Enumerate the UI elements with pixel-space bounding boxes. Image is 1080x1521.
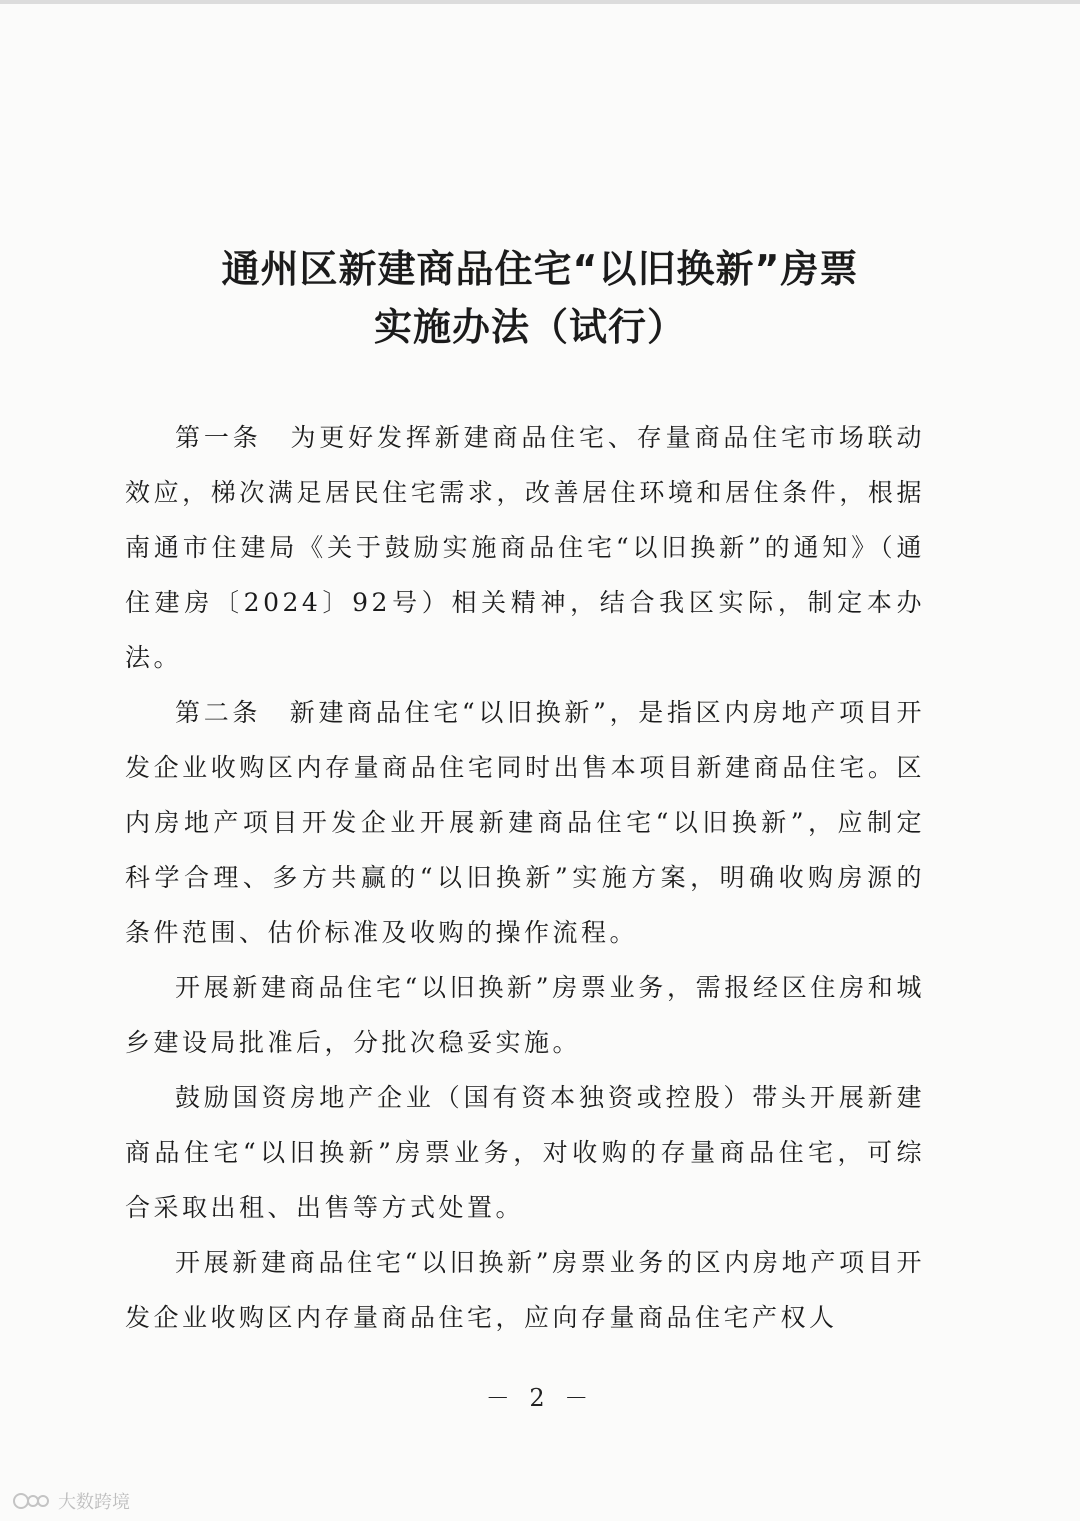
brand-logo-icon	[12, 1489, 52, 1513]
watermark-text: 大数跨境	[58, 1492, 130, 1513]
paragraph-state-enterprise: 鼓励国资房地产企业（国有资本独资或控股）带头开展新建商品住宅“以旧换新”房票业务，对收购的存量商品住宅，可综合采取出租、出售等方式处置。	[125, 1083, 925, 1222]
top-border	[0, 0, 1080, 4]
title-line-2: 实施办法（试行）	[373, 305, 686, 349]
document-title	[0, 240, 1080, 356]
paragraph-article-2: 第二条 新建商品住宅“以旧换新”，是指区内房地产项目开发企业收购区内存量商品住宅同时出售本项目新建商品住宅。区内房地产项目开发企业开展新建商品住宅“以旧换新”，应制定科学合理、多方共赢的“以旧换新”实施方案，明确收购房源的条件范围、估价标准及收购的操作流程。	[125, 698, 925, 947]
title-line-1: 通州区新建商品住宅“以旧换新”房票	[221, 247, 859, 291]
paragraph-purchase: 开展新建商品住宅“以旧换新”房票业务的区内房地产项目开发企业收购区内存量商品住宅，应向存量商品住宅产权人	[125, 1248, 925, 1332]
paragraph-article-1: 第一条 为更好发挥新建商品住宅、存量商品住宅市场联动效应，梯次满足居民住宅需求，改善居住环境和居住条件，根据南通市住建局《关于鼓励实施商品住宅“以旧换新”的通知》（通住建房〔2024〕92号）相关精神，结合我区实际，制定本办法。	[125, 423, 925, 672]
document-body	[125, 410, 925, 1345]
watermark	[12, 1488, 130, 1514]
paragraph-approval: 开展新建商品住宅“以旧换新”房票业务，需报经区住房和城乡建设局批准后，分批次稳妥实施。	[125, 973, 925, 1057]
page-number: － 2 －	[485, 1384, 595, 1412]
